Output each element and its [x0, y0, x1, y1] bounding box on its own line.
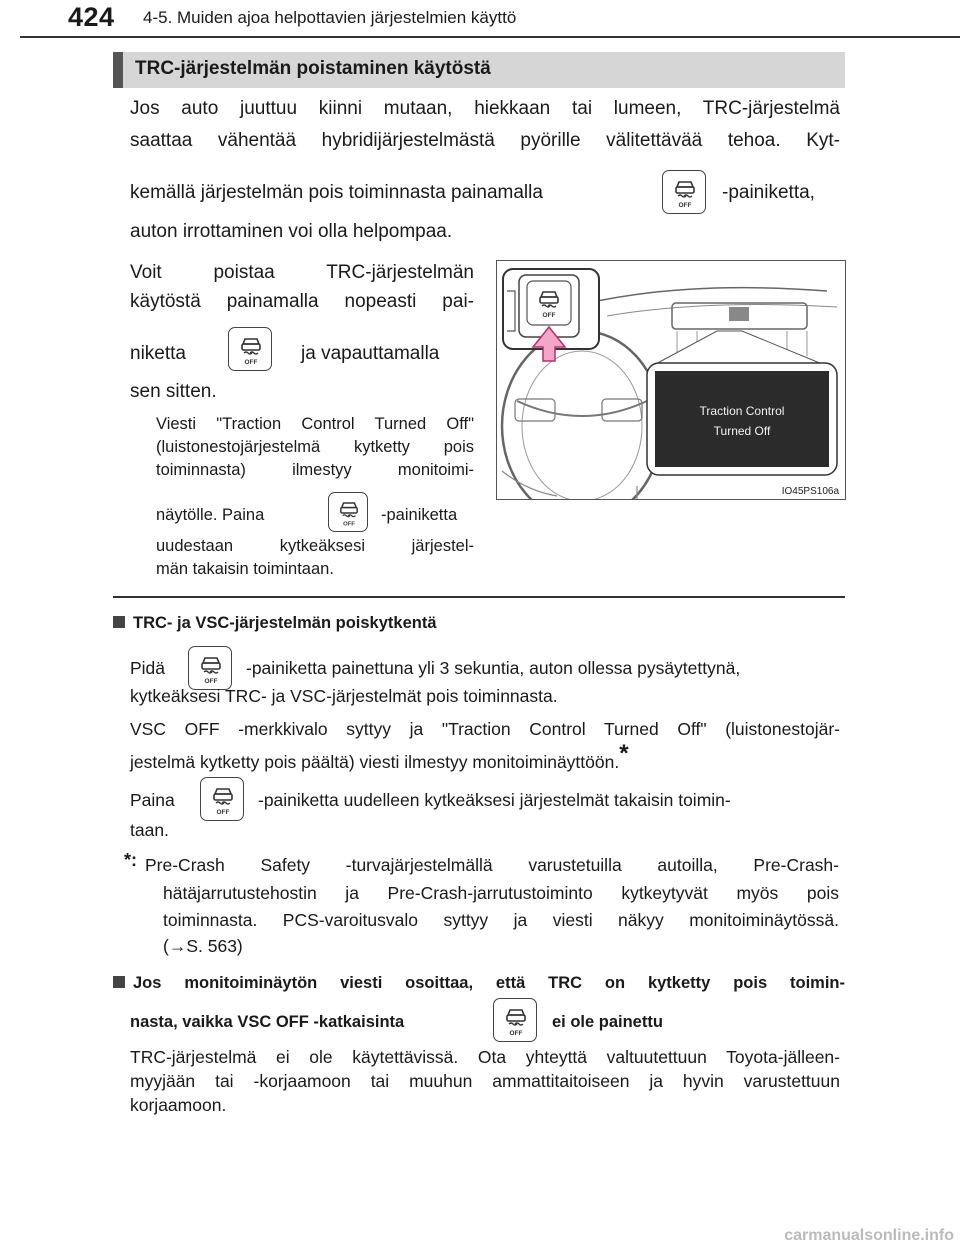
trc-off-button-icon — [328, 492, 368, 532]
figure-code: IO45PS106a — [781, 486, 839, 497]
note-line-1: Viesti "Traction Control Turned Off" — [156, 415, 474, 433]
sub2-p-line3: korjaamoon. — [130, 1095, 227, 1115]
watermark: carmanualsonline.info — [784, 1227, 954, 1244]
section-title-bar — [113, 52, 845, 88]
page-number: 424 — [68, 2, 115, 32]
sub1-p3c: taan. — [130, 820, 169, 840]
screen-text-1: Traction Control — [699, 404, 785, 418]
intro-line-3a: kemällä järjestelmän pois toiminnasta painamalla — [130, 182, 543, 203]
sub1-p1b: -painiketta painettuna yli 3 sekuntia, auton ollessa pysäytettynä, — [246, 658, 741, 678]
sub2-p-line1: TRC-järjestelmä ei ole käytettävissä. Ota yhteyttä valtuutettuun Toyota-jälleen- — [130, 1047, 840, 1067]
left-line-3b: ja vapauttamalla — [301, 343, 440, 364]
footnote-line-3: toiminnasta. PCS-varoitusvalo syttyy ja viesti näkyy monitoiminäytössä. — [163, 910, 839, 930]
left-line-1: Voit poistaa TRC-järjestelmän — [130, 262, 474, 283]
sub1-p2-line2-text: jestelmä kytketty pois päältä) viesti ilmestyy monitoiminäyttöön. — [130, 751, 620, 772]
sub1-p2-line2 — [130, 740, 629, 772]
footnote-line-2: hätäjarrutustehostin ja Pre-Crash-jarrutustoiminto kytkeytyvät myös pois — [163, 883, 839, 903]
note-line-5: uudestaan kytkeäksesi järjestel- — [156, 537, 474, 555]
left-line-2: käytöstä painamalla nopeasti pai- — [130, 291, 474, 312]
left-line-4: sen sitten. — [130, 381, 217, 402]
screen-text-2: Turned Off — [713, 424, 771, 438]
trc-off-button-icon — [200, 777, 244, 821]
sub1-p1a: Pidä — [130, 658, 166, 678]
bullet-square — [113, 976, 125, 988]
subheading-1 — [113, 614, 437, 633]
footnote-line-4: (→S. 563) — [163, 936, 243, 956]
section-title: TRC-järjestelmän poistaminen käytöstä — [135, 58, 491, 79]
sub1-p1c: kytkeäksesi TRC- ja VSC-järjestelmät pois toiminnasta. — [130, 686, 558, 706]
section-accent — [113, 52, 123, 88]
left-line-3a: niketta — [130, 343, 186, 364]
footnote-line-1: Pre-Crash Safety -turvajärjestelmällä varustetuilla autoilla, Pre-Crash- — [145, 855, 839, 875]
subheading-2-text: Jos monitoiminäytön viesti osoittaa, että TRC on kytketty pois toimin- — [133, 974, 845, 992]
trc-off-button-icon — [228, 327, 272, 371]
note-line-4b: -painiketta — [381, 506, 458, 524]
note-line-3: toiminnasta) ilmestyy monitoimi- — [156, 461, 474, 479]
subheading-2-line2a: nasta, vaikka VSC OFF -katkaisinta — [130, 1013, 405, 1031]
sub1-p2-line1: VSC OFF -merkkivalo syttyy ja "Traction Control Turned Off" (luistonestojär- — [130, 719, 840, 739]
sub1-p3a: Paina — [130, 790, 175, 810]
dashboard-illustration — [496, 260, 846, 500]
intro-line-3b: -painiketta, — [722, 182, 815, 203]
intro-line-2: saattaa vähentää hybridijärjestelmästä pyörille välitettävää tehoa. Kyt- — [130, 130, 840, 151]
trc-off-button-icon — [493, 998, 537, 1042]
subheading-2-line2b: ei ole painettu — [552, 1013, 663, 1031]
section-divider — [113, 596, 845, 598]
footnote-mark: *: — [124, 850, 137, 870]
intro-line-1: Jos auto juuttuu kiinni mutaan, hiekkaan tai lumeen, TRC-järjestelmä — [130, 98, 840, 119]
note-line-2: (luistonestojärjestelmä kytketty pois — [156, 438, 474, 456]
trc-off-button-icon — [662, 170, 706, 214]
note-line-4a: näytölle. Paina — [156, 506, 265, 524]
sub1-p3b: -painiketta uudelleen kytkeäksesi järjestelmät takaisin toimin- — [258, 790, 731, 810]
subheading-2-line1 — [113, 974, 845, 993]
header-rule — [20, 36, 960, 38]
trc-off-button-icon — [188, 646, 232, 690]
sub2-p-line2: myyjään tai -korjaamoon tai muuhun ammattitaitoiseen ja hyvin varustettuun — [130, 1071, 840, 1091]
dashboard-drawing — [497, 261, 846, 500]
bullet-square — [113, 616, 125, 628]
footnote-star: * — [619, 740, 629, 767]
subheading-1-text: TRC- ja VSC-järjestelmän poiskytkentä — [133, 614, 437, 632]
note-line-6: män takaisin toimintaan. — [156, 560, 334, 578]
intro-line-4: auton irrottaminen voi olla helpompaa. — [130, 221, 453, 242]
chapter-title: 4-5. Muiden ajoa helpottavien järjestelmien käyttö — [143, 8, 517, 27]
